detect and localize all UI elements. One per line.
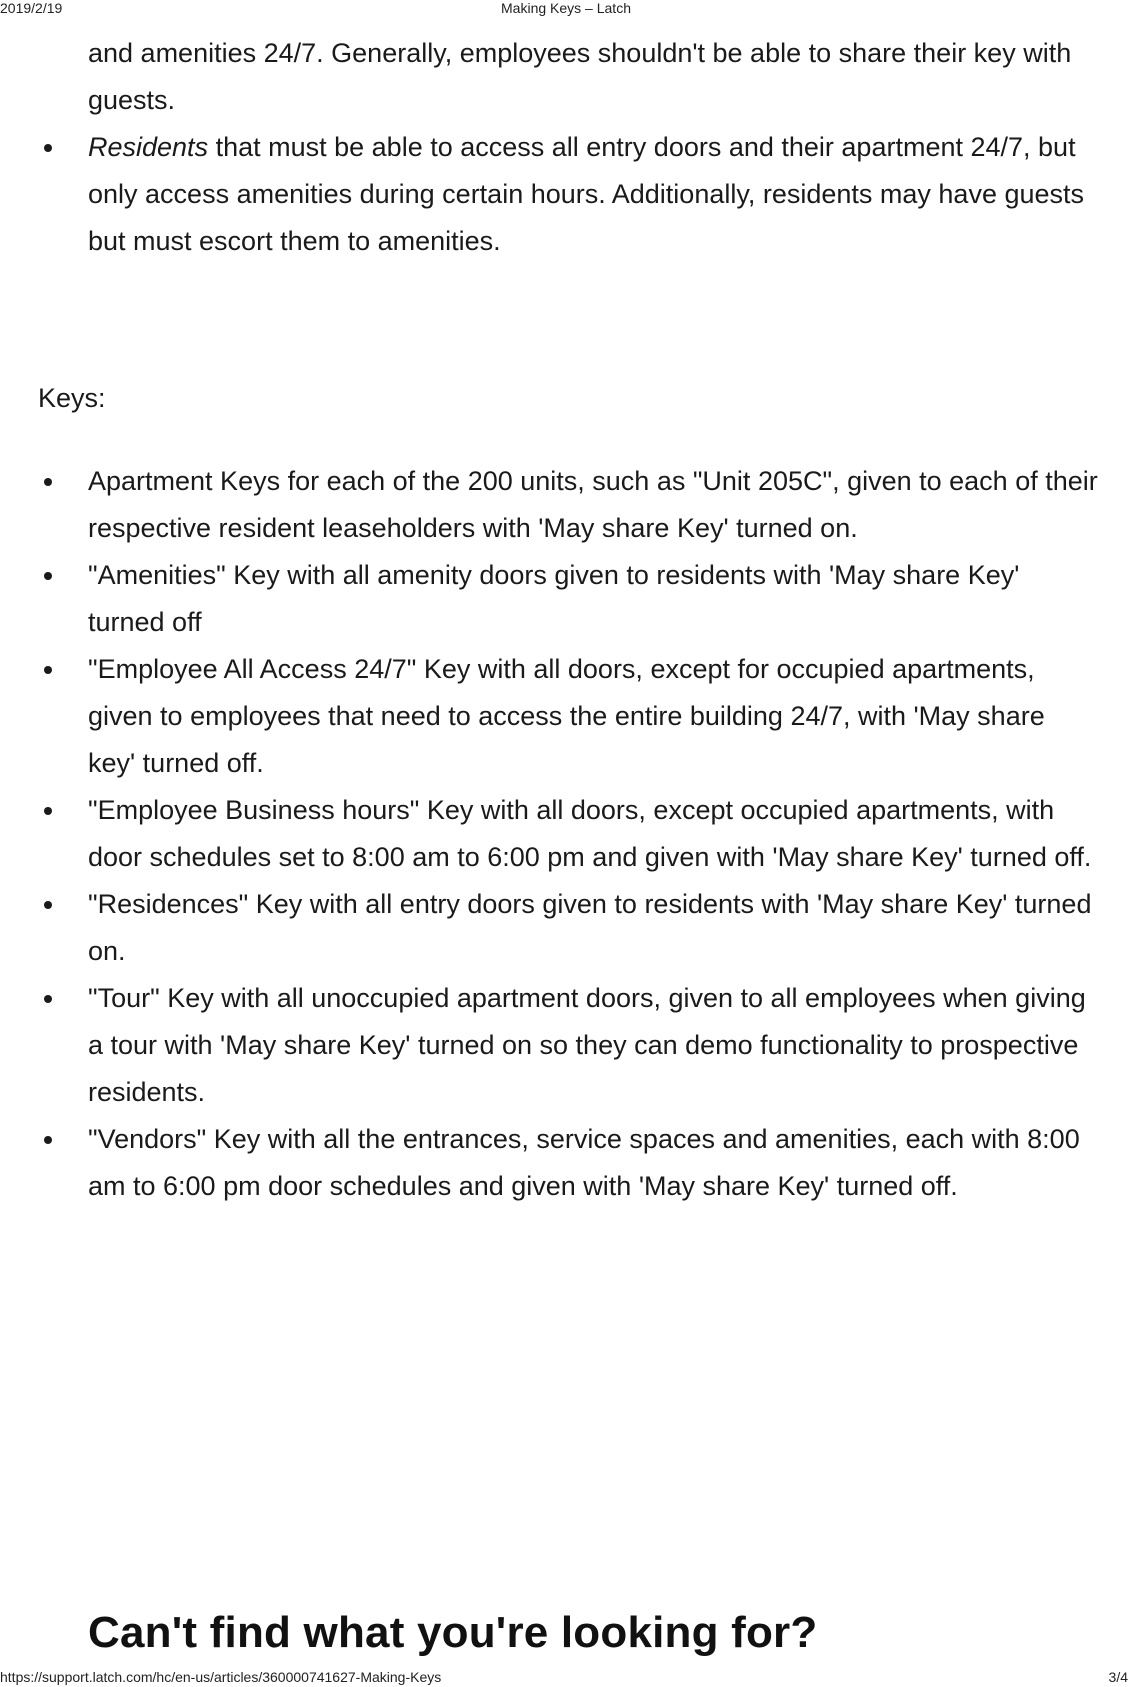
page-number: 3/4 (1108, 1669, 1128, 1685)
article-body (38, 30, 1098, 1201)
list-item-residents (38, 124, 1098, 265)
print-footer (0, 1669, 1132, 1687)
list-item-text: that must be able to access all entry doors and their apartment 24/7, but only access amenities during certain hours. Additionally, residents may have guests but must escort them to amenities. (88, 132, 1085, 256)
list-item-employee-business-hours-key: "Employee Business hours" Key with all doors, except occupied apartments, with door schedules set to 8:00 am to 6:00 pm and given with 'May share Key' turned off. (38, 787, 1098, 881)
audience-list (38, 30, 1098, 265)
print-date: 2019/2/19 (0, 0, 63, 16)
list-item-residences-key: "Residences" Key with all entry doors given to residents with 'May share Key' turned on. (38, 881, 1098, 975)
page-url: https://support.latch.com/hc/en-us/articles/360000741627-Making-Keys (0, 1669, 442, 1685)
list-item-employees-continued (38, 30, 1098, 124)
residents-term: Residents (88, 132, 209, 162)
list-item-amenities-key: "Amenities" Key with all amenity doors given to residents with 'May share Key' turned off (38, 552, 1098, 646)
list-item-employee-all-access-key: "Employee All Access 24/7" Key with all doors, except for occupied apartments, given to employees that need to access the entire building 24/7, with 'May share key' turned off. (38, 646, 1098, 787)
list-item-text: and amenities 24/7. Generally, employees shouldn't be able to share their key with guests. (88, 38, 1072, 115)
list-item-vendors-key: "Vendors" Key with all the entrances, service spaces and amenities, each with 8:00 am to 6:00 pm door schedules and given with 'May share Key' turned off. (38, 1116, 1098, 1210)
print-title: Making Keys – Latch (501, 0, 631, 16)
keys-label: Keys: (38, 383, 106, 413)
list-item-apartment-keys: Apartment Keys for each of the 200 units, such as "Unit 205C", given to each of their respective resident leaseholders with 'May share Key' turned on. (38, 458, 1098, 552)
keys-list (38, 458, 1098, 1210)
cta-heading: Can't find what you're looking for? (88, 1608, 818, 1657)
print-header (0, 0, 1132, 18)
list-item-tour-key: "Tour" Key with all unoccupied apartment doors, given to all employees when giving a tour with 'May share Key' turned on so they can demo functionality to prospective residents. (38, 975, 1098, 1116)
